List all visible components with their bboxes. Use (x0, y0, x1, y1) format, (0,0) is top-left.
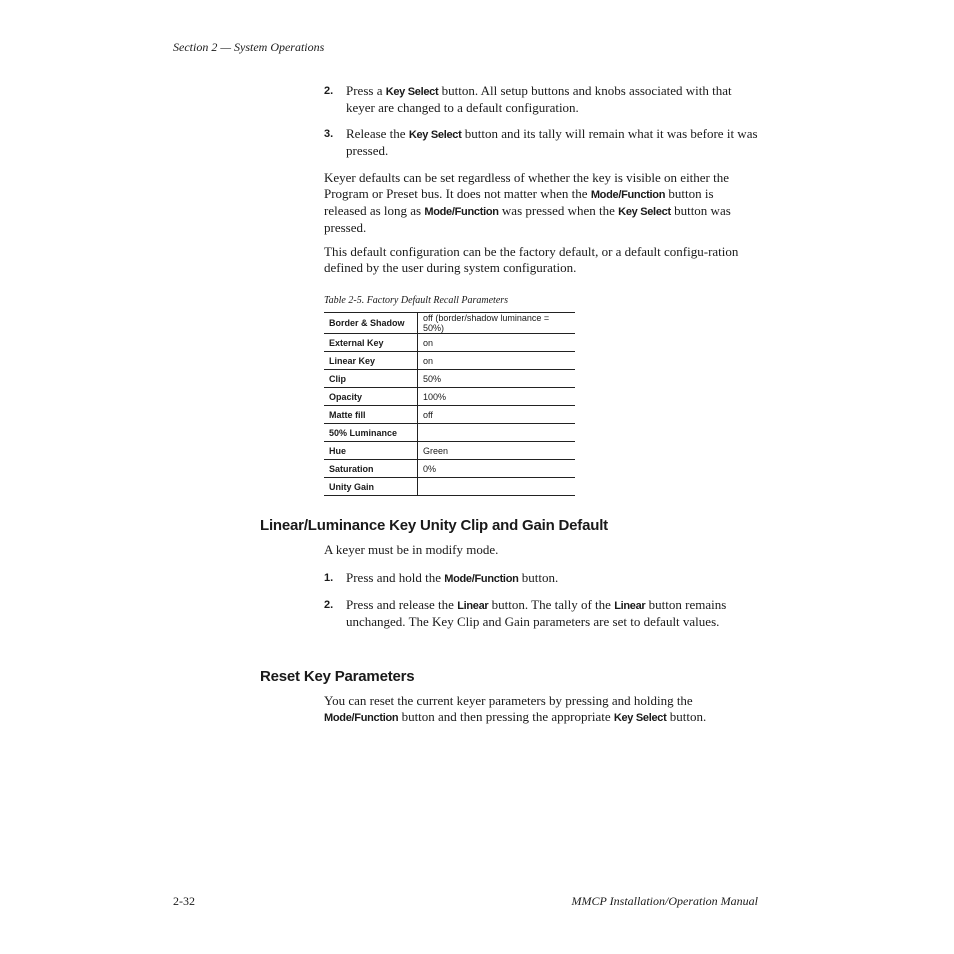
parameter-value: 0% (423, 463, 437, 474)
table-row (324, 313, 575, 334)
step-number: 2. (324, 85, 334, 97)
parameter-value: off (border/shadow luminance = 50%) (423, 313, 550, 333)
table-row (324, 424, 575, 442)
keyword-mode-function: Mode/Function (444, 573, 519, 585)
keyword-linear: Linear (614, 600, 646, 612)
parameter-value: Green (423, 445, 449, 456)
parameter-value: off (423, 409, 433, 420)
paragraph-modify-mode: A keyer must be in modify mode. (324, 542, 499, 557)
keyword-mode-function: Mode/Function (424, 206, 499, 218)
step-2-press-key-select (324, 83, 758, 116)
section-heading-reset-key-parameters: Reset Key Parameters (260, 668, 415, 685)
keyword-mode-function: Mode/Function (324, 712, 399, 724)
parameter-name: External Key (324, 334, 418, 352)
section-heading-unity-clip-gain: Linear/Luminance Key Unity Clip and Gain Default (260, 517, 608, 534)
table-row (324, 406, 575, 424)
step-1-press-hold-mode-function (324, 570, 758, 587)
table-row (324, 478, 575, 496)
table-row (324, 370, 575, 388)
table-row (324, 352, 575, 370)
step-text: Release the Key Select button and its tally will remain what it was before it was pressed. (346, 126, 758, 158)
table-row (324, 388, 575, 406)
paragraph-default-configuration: This default configuration can be the factory default, or a default configu-ration defined by the user during system configuration. (324, 244, 739, 275)
step-text: Press and hold the Mode/Function button. (346, 570, 559, 585)
parameter-name: Linear Key (324, 352, 418, 370)
page-number: 2-32 (173, 894, 195, 908)
table-row (324, 460, 575, 478)
keyword-mode-function: Mode/Function (590, 189, 666, 201)
parameter-name: Saturation (324, 460, 418, 478)
keyword-key-select: Key Select (613, 712, 667, 724)
keyword-key-select: Key Select (408, 129, 462, 141)
step-number: 3. (324, 128, 334, 140)
paragraph-keyer-defaults: Keyer defaults can be set regardless of whether the key is visible on either the Program or Preset bus. It does not matter when the Mode/Function button is released as long as Mode/Function was pressed when the Key Select button was pressed. (324, 170, 731, 235)
table-row (324, 442, 575, 460)
table-caption: Table 2-5. Factory Default Recall Parameters (324, 295, 509, 306)
running-header: Section 2 — System Operations (173, 40, 325, 54)
keyword-key-select: Key Select (618, 206, 671, 218)
step-number: 1. (324, 572, 334, 584)
table-row (324, 334, 575, 352)
parameter-name: Border & Shadow (324, 313, 418, 334)
step-3-release-key-select (324, 126, 758, 159)
parameter-name: Clip (324, 370, 418, 388)
parameter-name: Matte fill (324, 406, 418, 424)
parameter-name: Hue (324, 442, 418, 460)
parameter-name: 50% Luminance (324, 424, 418, 442)
step-number: 2. (324, 599, 334, 611)
parameter-value: 50% (423, 373, 442, 384)
keyword-linear: Linear (457, 600, 489, 612)
step-text: Press and release the Linear button. The tally of the Linear button remains unchanged. The Key Clip and Gain parameters are set to default values. (346, 597, 727, 629)
keyword-key-select: Key Select (385, 86, 439, 98)
parameter-name: Opacity (324, 388, 418, 406)
parameter-value: on (423, 337, 434, 348)
parameter-value (418, 424, 576, 442)
factory-default-parameters-table (324, 312, 575, 496)
paragraph-reset-parameters: You can reset the current keyer parameters by pressing and holding the Mode/Function button and then pressing the appropriate Key Select button. (324, 693, 707, 724)
parameter-value: 100% (423, 391, 447, 402)
parameter-name: Unity Gain (324, 478, 418, 496)
step-2-press-release-linear (324, 597, 758, 630)
parameter-value (418, 478, 576, 496)
parameter-value: on (423, 355, 434, 366)
running-footer: MMCP Installation/Operation Manual (571, 894, 758, 908)
step-text: Press a Key Select button. All setup buttons and knobs associated with that keyer are changed to a default configuration. (346, 83, 732, 115)
